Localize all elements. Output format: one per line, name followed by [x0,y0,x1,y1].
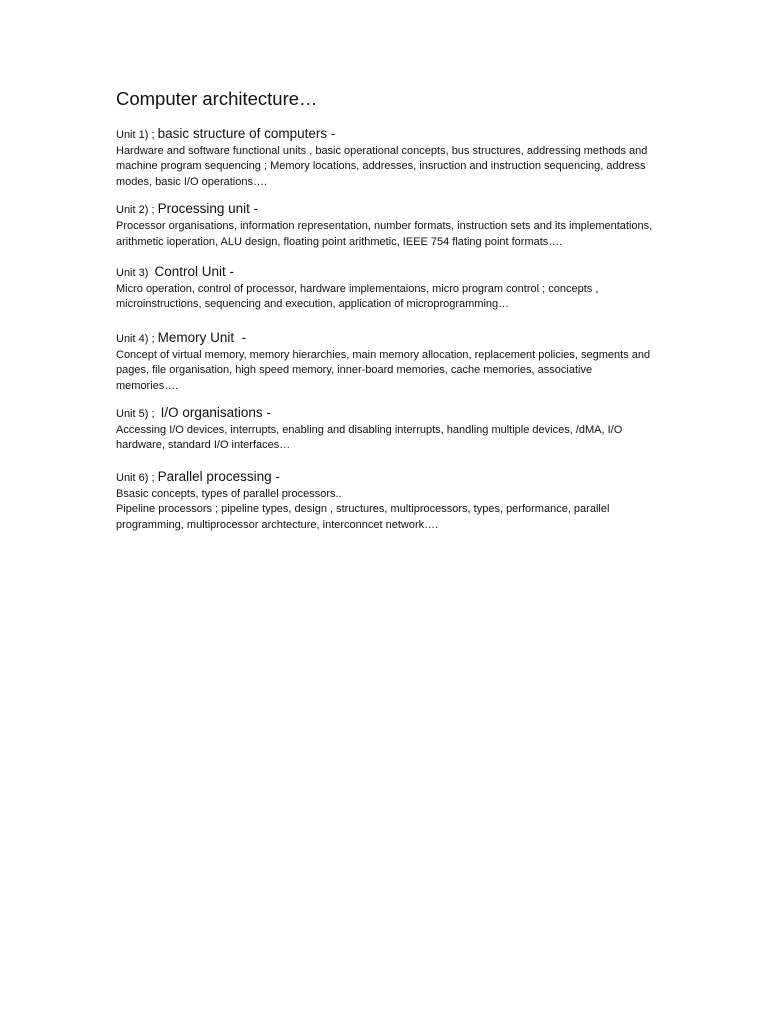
document-title: Computer architecture… [116,88,318,109]
unit-section [116,125,656,190]
unit-number: Unit 2) ; [116,204,158,217]
unit-paragraph: Micro operation, control of processor, hardware implementaions, micro program control ; concepts , microinstructions, sequencing and execution, application of microprogramming… [116,283,599,311]
unit-paragraph: Accessing I/O devices, interrupts, enabling and disabling interrupts, handling multiple devices, /dMA, I/O hardware, standard I/O interfaces… [116,424,623,452]
unit-number: Unit 3) [116,267,155,280]
unit-number: Unit 6) ; [116,471,158,484]
unit-heading [116,404,656,423]
unit-title: I/O organisations - [160,405,271,421]
unit-section [116,329,656,394]
unit-description [116,282,656,313]
unit-section [116,404,656,454]
unit-heading [116,125,656,144]
unit-description [116,348,656,394]
unit-title: Parallel processing - [157,468,280,484]
unit-title: Processing unit - [157,201,259,217]
document-page [116,86,656,533]
unit-description [116,423,656,454]
unit-section [116,200,656,250]
unit-section [116,263,656,313]
unit-section [116,468,656,533]
unit-title: Control Unit - [154,264,235,280]
unit-paragraph: Concept of virtual memory, memory hierarchies, main memory allocation, replacement policies, segments and pages, file organisation, high speed memory, inner-board memories, cache memories, associative memories…. [116,348,651,392]
unit-title: basic structure of computers - [157,126,336,141]
unit-paragraph: Hardware and software functional units , basic operational concepts, bus structures, addressing methods and machine program sequencing ; Memory locations, addresses, insruction and instruction sequencing, address modes, basic I/O operations…. [116,145,648,188]
units-list [116,125,656,533]
unit-heading [116,263,656,282]
unit-description [116,144,656,190]
unit-heading [116,468,656,487]
unit-heading [116,200,656,219]
unit-description [116,487,656,533]
unit-description [116,219,656,250]
unit-number: Unit 5) ; [116,408,161,421]
unit-number: Unit 1) ; [116,129,158,141]
unit-paragraph: Pipeline processors ; pipeline types, design , structures, multiprocessors, types, performance, parallel programming, multiprocessor archtecture, interconncet network…. [116,503,610,531]
unit-number: Unit 4) ; [116,332,158,345]
unit-heading [116,329,656,348]
unit-paragraph: Processor organisations, information representation, number formats, instruction sets and its implementations, arithmetic ioperation, ALU design, floating point arithmetic, IEEE 754 flating point formats…. [116,220,653,248]
unit-title: Memory Unit - [157,329,247,345]
unit-paragraph: Bsasic concepts, types of parallel processors.. [116,487,342,500]
